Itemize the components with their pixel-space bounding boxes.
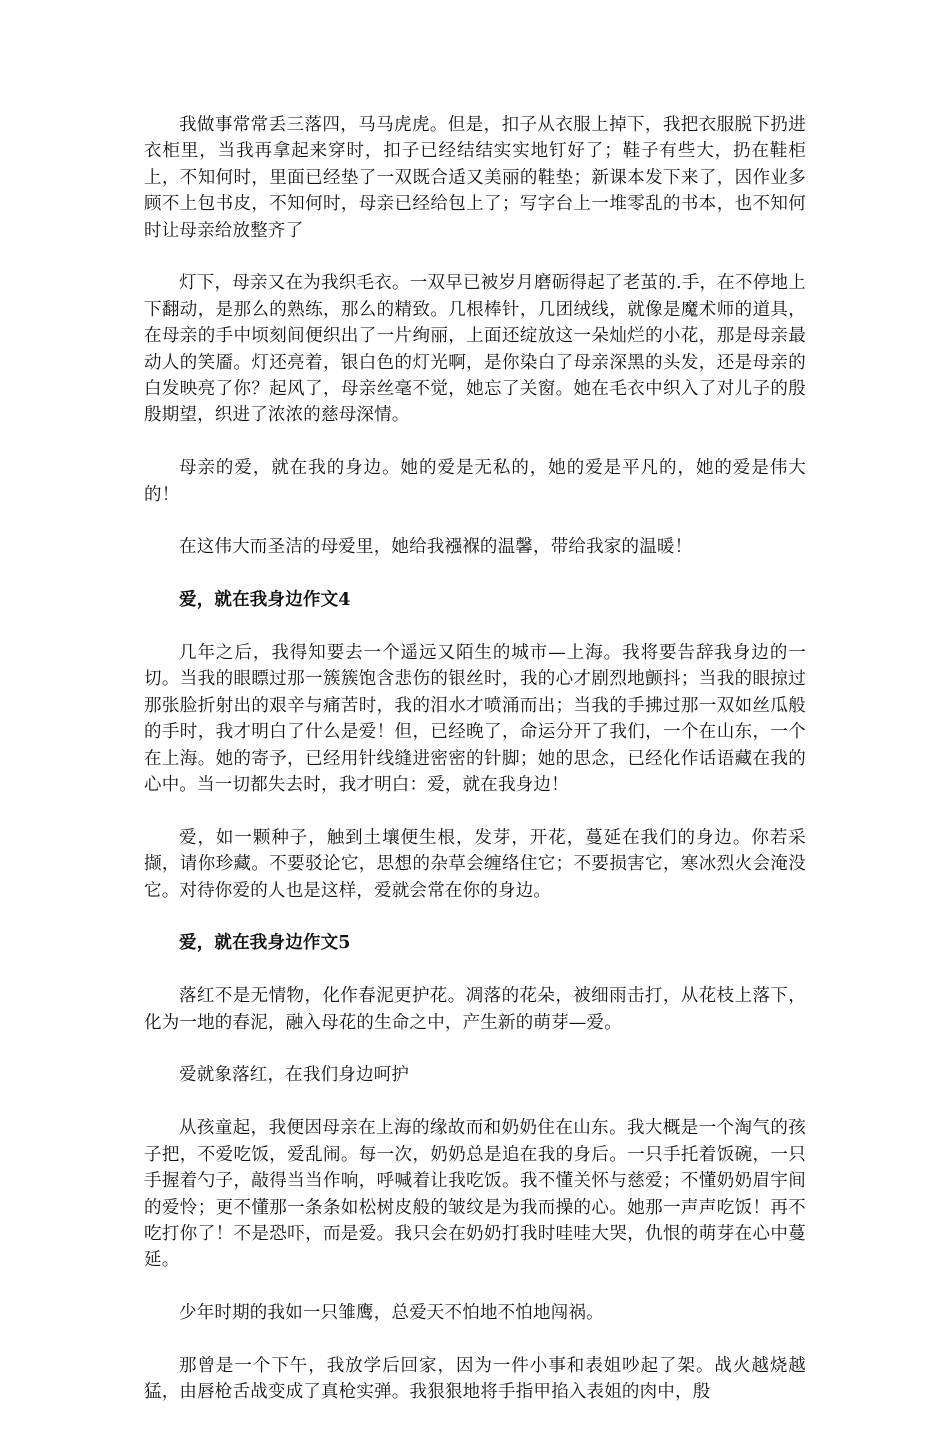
paragraph: 几年之后，我得知要去一个遥远又陌生的城市—上海。我将要告辞我身边的一切。当我的眼瞟过那一簇簇饱含悲伤的银丝时，我的心才剧烈地颤抖；当我的眼掠过那张脸折射出的艰辛与痛苦时，我的泪水才喷涌而出；当我的手拂过那一双如丝瓜般的手时，我才明白了什么是爱！但，已经晚了，命运分开了我们，一个在山东，一个在上海。她的寄予，已经用针线缝进密密的针脚；她的思念，已经化作话语藏在我的心中。当一切都失去时，我才明白：爱，就在我身边！ xyxy=(144,643,806,796)
section-heading: 爱，就在我身边作文5 xyxy=(179,933,351,954)
paragraph: 那曾是一个下午，我放学后回家，因为一件小事和表姐吵起了架。战火越烧越猛，由唇枪舌战变成了真枪实弹。我狠狠地将手指甲掐入表姐的肉中，殷 xyxy=(144,1355,806,1403)
paragraph: 从孩童起，我便因母亲在上海的缘故而和奶奶住在山东。我大概是一个淘气的孩子把，不爱吃饭，爱乱闹。每一次，奶奶总是追在我的身后。一只手托着饭碗，一只手握着勺子，敲得当当作响，呼喊着让我吃饭。我不懂关怀与慈爱；不懂奶奶眉宇间的爱怜；更不懂那一条条如松树皮般的皱纹是为我而操的心。她那一声声吃饭！再不吃打你了！不是恐吓，而是爱。我只会在奶奶打我时哇哇大哭，仇恨的萌芽在心中蔓延。 xyxy=(144,1118,806,1271)
paragraph: 我做事常常丢三落四，马马虎虎。但是，扣子从衣服上掉下，我把衣服脱下扔进衣柜里，当我再拿起来穿时，扣子已经结结实实地钉好了；鞋子有些大，扔在鞋柜上，不知何时，里面已经垫了一双既合适又美丽的鞋垫；新课本发下来了，因作业多顾不上包书皮，不知何时，母亲已经给包上了；写字台上一堆零乱的书本，也不知何时让母亲给放整齐了 xyxy=(144,115,806,241)
paragraph: 在这伟大而圣洁的母爱里，她给我襁褓的温馨，带给我家的温暖！ xyxy=(179,537,693,558)
paragraph: 少年时期的我如一只雏鹰，总爱天不怕地不怕地闯祸。 xyxy=(179,1303,604,1324)
paragraph: 落红不是无情物，化作春泥更护花。凋落的花朵，被细雨击打，从花枝上落下，化为一地的春泥，融入母花的生命之中，产生新的萌芽—爱。 xyxy=(144,986,806,1033)
document-page xyxy=(144,112,806,1432)
paragraph: 母亲的爱，就在我的身边。她的爱是无私的，她的爱是平凡的，她的爱是伟大的！ xyxy=(144,458,806,505)
paragraph: 灯下，母亲又在为我织毛衣。一双早已被岁月磨砺得起了老茧的.手，在不停地上下翻动，是那么的熟练，那么的精致。几根棒针，几团绒线，就像是魔术师的道具，在母亲的手中顷刻间便织出了一片绚丽，上面还绽放这一朵灿烂的小花，那是母亲最动人的笑靥。灯还亮着，银白色的灯光啊，是你染白了母亲深黑的头发，还是母亲的白发映亮了你？起风了，母亲丝毫不觉，她忘了关窗。她在毛衣中织入了对儿子的殷殷期望，织进了浓浓的慈母深情。 xyxy=(144,273,806,426)
paragraph: 爱，如一颗种子，触到土壤便生根，发芽，开花，蔓延在我们的身边。你若采撷，请你珍藏。不要驳论它，思想的杂草会缠络住它；不要损害它，寒冰烈火会淹没它。对待你爱的人也是这样，爱就会常在你的身边。 xyxy=(144,827,806,901)
paragraph: 爱就象落红，在我们身边呵护 xyxy=(179,1065,410,1086)
section-heading: 爱，就在我身边作文4 xyxy=(179,590,351,611)
